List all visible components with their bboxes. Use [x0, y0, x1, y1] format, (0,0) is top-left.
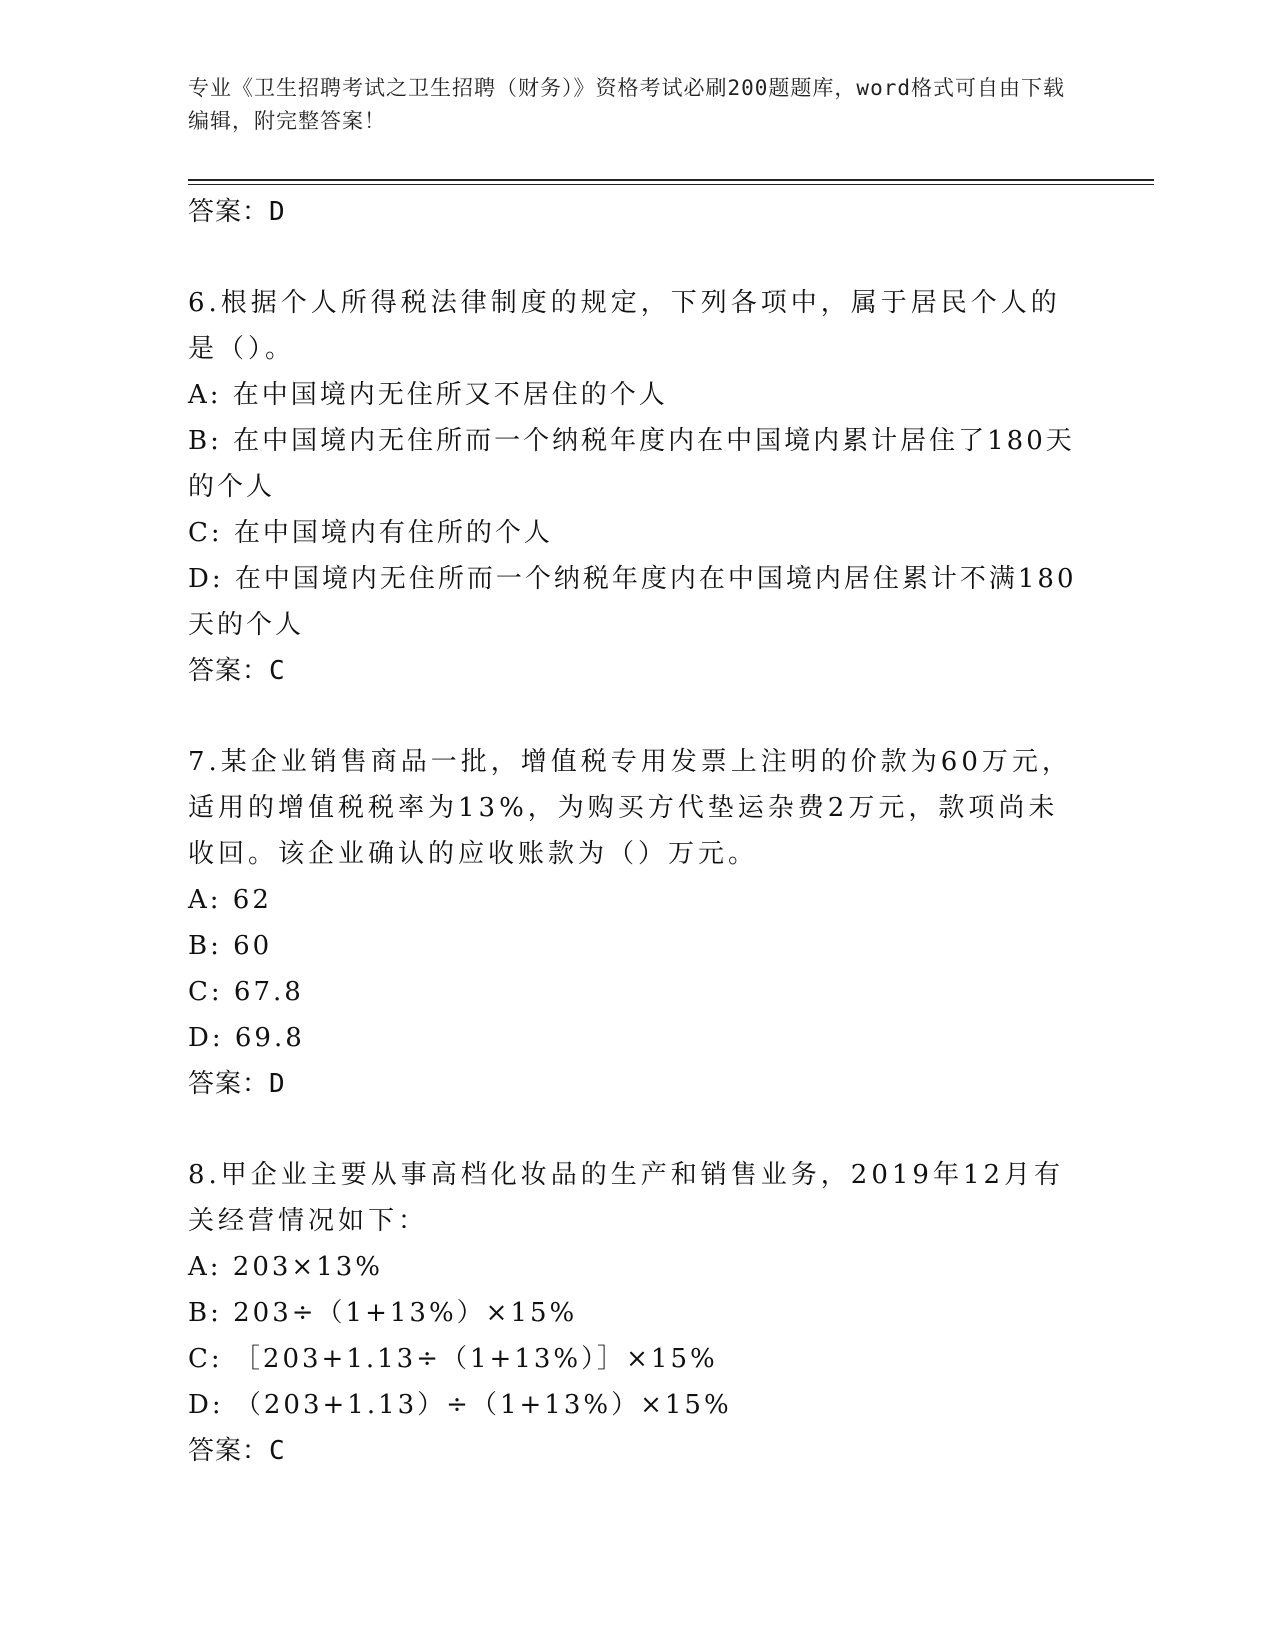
question-content [188, 189, 1088, 1474]
question-stem: 8.甲企业主要从事高档化妆品的生产和销售业务，2019年12月有关经营情况如下： [188, 1160, 1065, 1236]
question-8 [188, 1152, 1088, 1474]
option-d: D: （203+1.13）÷（1+13%）×15% [188, 1390, 732, 1420]
option-b: B: 60 [188, 931, 273, 961]
question-6 [188, 280, 1088, 694]
answer-line: 答案：C [188, 656, 286, 686]
question-stem: 7.某企业销售商品一批，增值税专用发票上注明的价款为60万元，适用的增值税税率为13%，为购买方代垫运杂费2万元，款项尚未收回。该企业确认的应收账款为（）万元。 [188, 747, 1072, 869]
question-stem: 6.根据个人所得税法律制度的规定，下列各项中，属于居民个人的是（）。 [188, 288, 1061, 364]
header-rule-thin [188, 184, 1154, 185]
option-b: B: 在中国境内无住所而一个纳税年度内在中国境内累计居住了180天的个人 [188, 426, 1075, 502]
option-a: A: 203×13% [188, 1252, 384, 1282]
option-c: C: 67.8 [188, 977, 304, 1007]
question-7 [188, 739, 1088, 1107]
page-header: 专业《卫生招聘考试之卫生招聘（财务）》资格考试必刷200题题库，word格式可自由下载编辑，附完整答案！ [188, 76, 1065, 133]
option-a: A: 62 [188, 885, 272, 915]
header-rule [188, 179, 1154, 181]
option-a: A: 在中国境内无住所又不居住的个人 [188, 380, 668, 410]
option-c: C: ［203+1.13÷（1+13%）］×15% [188, 1344, 718, 1374]
option-d: D: 在中国境内无住所而一个纳税年度内在中国境内居住累计不满180天的个人 [188, 564, 1077, 640]
answer-line: 答案：C [188, 1436, 286, 1466]
answer-line: 答案：D [188, 197, 286, 227]
option-d: D: 69.8 [188, 1023, 305, 1053]
option-c: C: 在中国境内有住所的个人 [188, 518, 553, 548]
answer-line: 答案：D [188, 1069, 286, 1099]
option-b: B: 203÷（1+13%）×15% [188, 1298, 578, 1328]
